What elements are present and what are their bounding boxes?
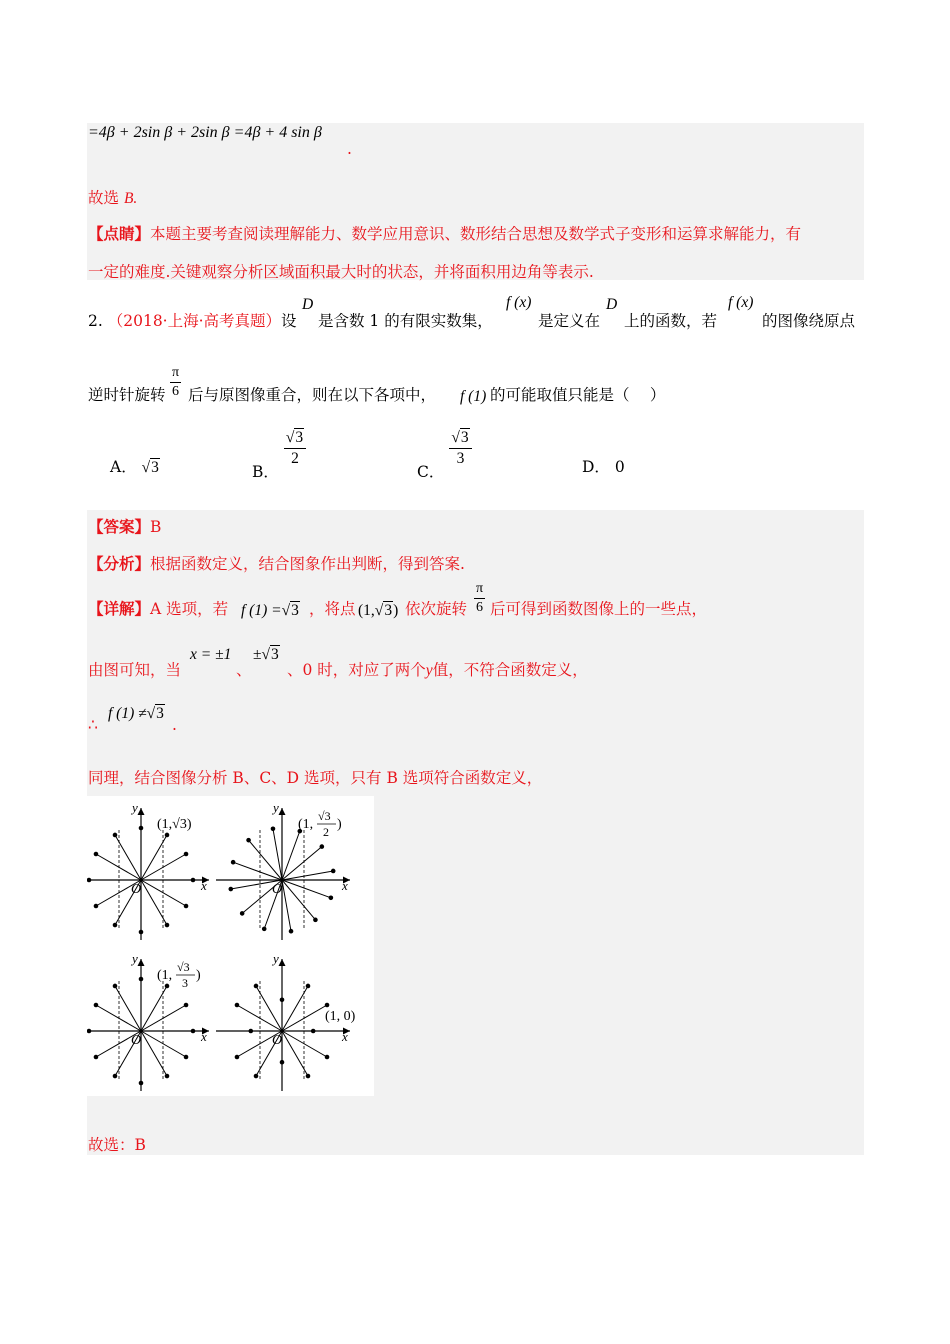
answer-value: B: [150, 518, 162, 536]
q-text-6: 逆时针旋转: [88, 386, 166, 404]
detail-text-3: 依次旋转: [405, 600, 468, 618]
option-a-label: A．: [110, 458, 137, 476]
therefore-symbol: ∴: [88, 716, 98, 734]
rotated-point: [306, 1074, 311, 1079]
detail-line-1: [88, 597, 228, 619]
origin-label: O: [272, 1033, 283, 1048]
option-a-value: √3: [141, 459, 159, 476]
rotated-point: [113, 923, 118, 928]
detail-tag: 【详解】: [88, 599, 151, 618]
x-axis-label: x: [342, 1029, 348, 1044]
neq-period: .: [172, 716, 177, 734]
comment-tag: 【点睛】: [88, 224, 151, 243]
q-f1: f (1): [460, 388, 487, 405]
rotation-spoke: [141, 1005, 186, 1031]
point-label: (1, 0): [325, 1009, 356, 1024]
comment-line-1: [88, 222, 801, 244]
x-axis-label: x: [201, 878, 207, 893]
answer-tag: 【答案】: [88, 517, 151, 536]
rotated-point: [280, 998, 285, 1003]
option-c[interactable]: [417, 429, 472, 481]
rotation-spoke: [141, 1031, 186, 1057]
rotation-spoke: [282, 871, 333, 880]
point-label: (1,√3): [157, 817, 192, 832]
point-label: (1,: [298, 817, 314, 832]
graphs-figure: [87, 796, 374, 1096]
point-label-close: ): [196, 968, 201, 983]
rotated-point: [94, 1055, 99, 1060]
rotated-point: [329, 895, 334, 900]
rotated-point: [165, 833, 170, 838]
option-c-label: C．: [417, 463, 445, 481]
rotated-point: [139, 977, 144, 982]
analysis-tag: 【分析】: [88, 554, 151, 573]
rotation-spoke: [282, 1005, 327, 1031]
point-label-denominator: 3: [182, 976, 188, 990]
detail-line-2-b: 、0 时，对应了两个y值，不符合函数定义，: [287, 661, 588, 679]
rotated-point: [139, 930, 144, 935]
origin-label: O: [131, 1033, 142, 1048]
graph-2: [216, 800, 350, 940]
rotated-point: [94, 852, 99, 857]
y-axis-label: y: [273, 800, 279, 815]
rotation-spoke: [282, 1031, 327, 1057]
rotated-point: [320, 844, 325, 849]
q-text-3: 是定义在: [538, 312, 601, 330]
detail-pm-sqrt3: ±√3: [253, 646, 279, 663]
option-c-value: $\frac{√3}{3}$: [449, 430, 471, 466]
rotated-point: [231, 860, 236, 865]
detail-f1-eq: f (1) =√3: [241, 602, 299, 619]
neq-statement: f (1) ≠√3: [108, 705, 164, 722]
q-fx-1: f (x): [506, 294, 532, 311]
q-text-8: 的可能取值只能是（ ）: [490, 386, 666, 404]
rotated-point: [94, 1003, 99, 1008]
detail-line-2-a: 由图可知，当: [88, 661, 182, 679]
formula-line: =4β + 2sin β + 2sin β =4β + 4 sin β: [88, 124, 322, 141]
rotated-point: [254, 1074, 259, 1079]
point-label-numerator: √3: [318, 809, 331, 823]
rotated-point: [165, 984, 170, 989]
rotated-point: [280, 1060, 285, 1065]
conclusion-letter: B.: [123, 190, 138, 207]
origin-label: O: [272, 882, 283, 897]
comment-line-2: 一定的难度.关键观察分析区域面积最大时的状态，并将面积用边角等表示.: [88, 263, 594, 281]
rotated-point: [249, 1029, 254, 1034]
y-axis-label: y: [132, 951, 138, 966]
rotated-point: [184, 904, 189, 909]
q-symbol-D-1: D: [302, 296, 314, 313]
q-text-5: 的图像绕原点: [762, 312, 856, 330]
rotated-point: [113, 1074, 118, 1079]
q-fx-2: f (x): [728, 294, 754, 311]
final-choice: 故选：B: [88, 1136, 146, 1154]
rotated-point: [113, 984, 118, 989]
detail-fraction-pi-6: $\frac{\pi}{6}$: [476, 581, 484, 615]
point-label-denominator: 2: [323, 825, 329, 839]
detail-point: (1,√3): [358, 602, 399, 619]
conclusion-prefix: 故选: [88, 189, 124, 207]
detail-text-4: 后可得到函数图像上的一些点，: [490, 600, 708, 618]
q-text-2: 是含数 1 的有限实数集，: [318, 312, 493, 330]
rotated-point: [271, 826, 276, 831]
y-axis-label: y: [273, 951, 279, 966]
rotated-point: [191, 878, 196, 883]
graphs-svg: [87, 796, 374, 1096]
point-label-close: ): [337, 817, 342, 832]
rotated-point: [184, 1003, 189, 1008]
rotated-point: [87, 1029, 91, 1034]
detail-sep: 、: [236, 661, 252, 679]
rotation-spoke: [282, 880, 291, 931]
rotated-point: [246, 838, 251, 843]
rotated-point: [228, 887, 233, 892]
question-source: （2018·上海·高考真题）: [107, 312, 282, 330]
option-d-value: 0: [614, 458, 625, 476]
rotated-point: [139, 826, 144, 831]
option-d-label: D．: [582, 458, 610, 476]
rotated-point: [331, 869, 336, 874]
rotation-spoke: [273, 829, 282, 880]
rotation-spoke: [237, 1005, 282, 1031]
answer-line: [88, 515, 161, 537]
q-symbol-D-2: D: [606, 296, 618, 313]
rotated-point: [139, 1081, 144, 1086]
rotation-spoke: [96, 854, 141, 880]
rotated-point: [191, 1029, 196, 1034]
option-b[interactable]: [252, 429, 306, 481]
rotated-point: [311, 1029, 316, 1034]
rotated-point: [254, 984, 259, 989]
rotated-point: [113, 833, 118, 838]
rotation-spoke: [141, 880, 186, 906]
rotated-point: [94, 904, 99, 909]
point-label: (1,: [157, 968, 173, 983]
rotated-point: [165, 923, 170, 928]
analysis-text: 根据函数定义，结合图象作出判断，得到答案.: [150, 555, 465, 573]
graph-4: [216, 951, 356, 1091]
rotated-point: [262, 927, 267, 932]
question-line-1: [88, 309, 297, 331]
solution-block-1: [87, 123, 864, 280]
rotated-point: [87, 878, 91, 883]
x-axis-label: x: [201, 1029, 207, 1044]
q-pi: π: [170, 366, 181, 383]
option-b-label: B．: [252, 463, 279, 481]
comment-text-1: 本题主要考查阅读理解能力、数学应用意识、数形结合思想及数学式子变形和运算求解能力，有: [150, 225, 802, 243]
analysis-line: [88, 552, 465, 574]
rotated-point: [165, 1074, 170, 1079]
option-d[interactable]: [582, 455, 625, 477]
rotated-point: [235, 1055, 240, 1060]
rotation-spoke: [96, 1005, 141, 1031]
detail-x-values: x = ±1: [190, 646, 232, 663]
conclusion-line: [88, 186, 137, 208]
q-text-1: 设: [281, 312, 297, 330]
rotated-point: [184, 1055, 189, 1060]
similar-line: 同理，结合图像分析 B、C、D 选项，只有 B 选项符合函数定义，: [88, 769, 543, 787]
detail-text-1: A 选项，若: [150, 600, 229, 618]
question-number: 2.: [88, 312, 103, 330]
option-b-value: $\frac{√3}{2}$: [284, 430, 306, 466]
rotated-point: [325, 1003, 330, 1008]
q-fraction-pi-6: [170, 366, 181, 399]
x-axis-label: x: [342, 878, 348, 893]
q-text-7: 后与原图像重合，则在以下各项中，: [188, 386, 437, 404]
rotated-point: [313, 918, 318, 923]
origin-label: O: [131, 882, 142, 897]
graph-1: [87, 800, 209, 940]
rotated-point: [184, 852, 189, 857]
option-a[interactable]: [110, 455, 160, 477]
graph-3: [87, 951, 209, 1091]
y-axis-label: y: [132, 800, 138, 815]
detail-text-2: ，将点: [309, 600, 356, 618]
q-six: 6: [172, 384, 180, 399]
rotated-point: [240, 911, 245, 916]
rotated-point: [235, 1003, 240, 1008]
rotated-point: [289, 929, 294, 934]
rotated-point: [306, 984, 311, 989]
formula-dot: .: [347, 140, 352, 158]
rotated-point: [325, 1055, 330, 1060]
q-text-4: 上的函数，若: [624, 312, 718, 330]
point-label-numerator: √3: [177, 960, 190, 974]
rotation-spoke: [141, 854, 186, 880]
